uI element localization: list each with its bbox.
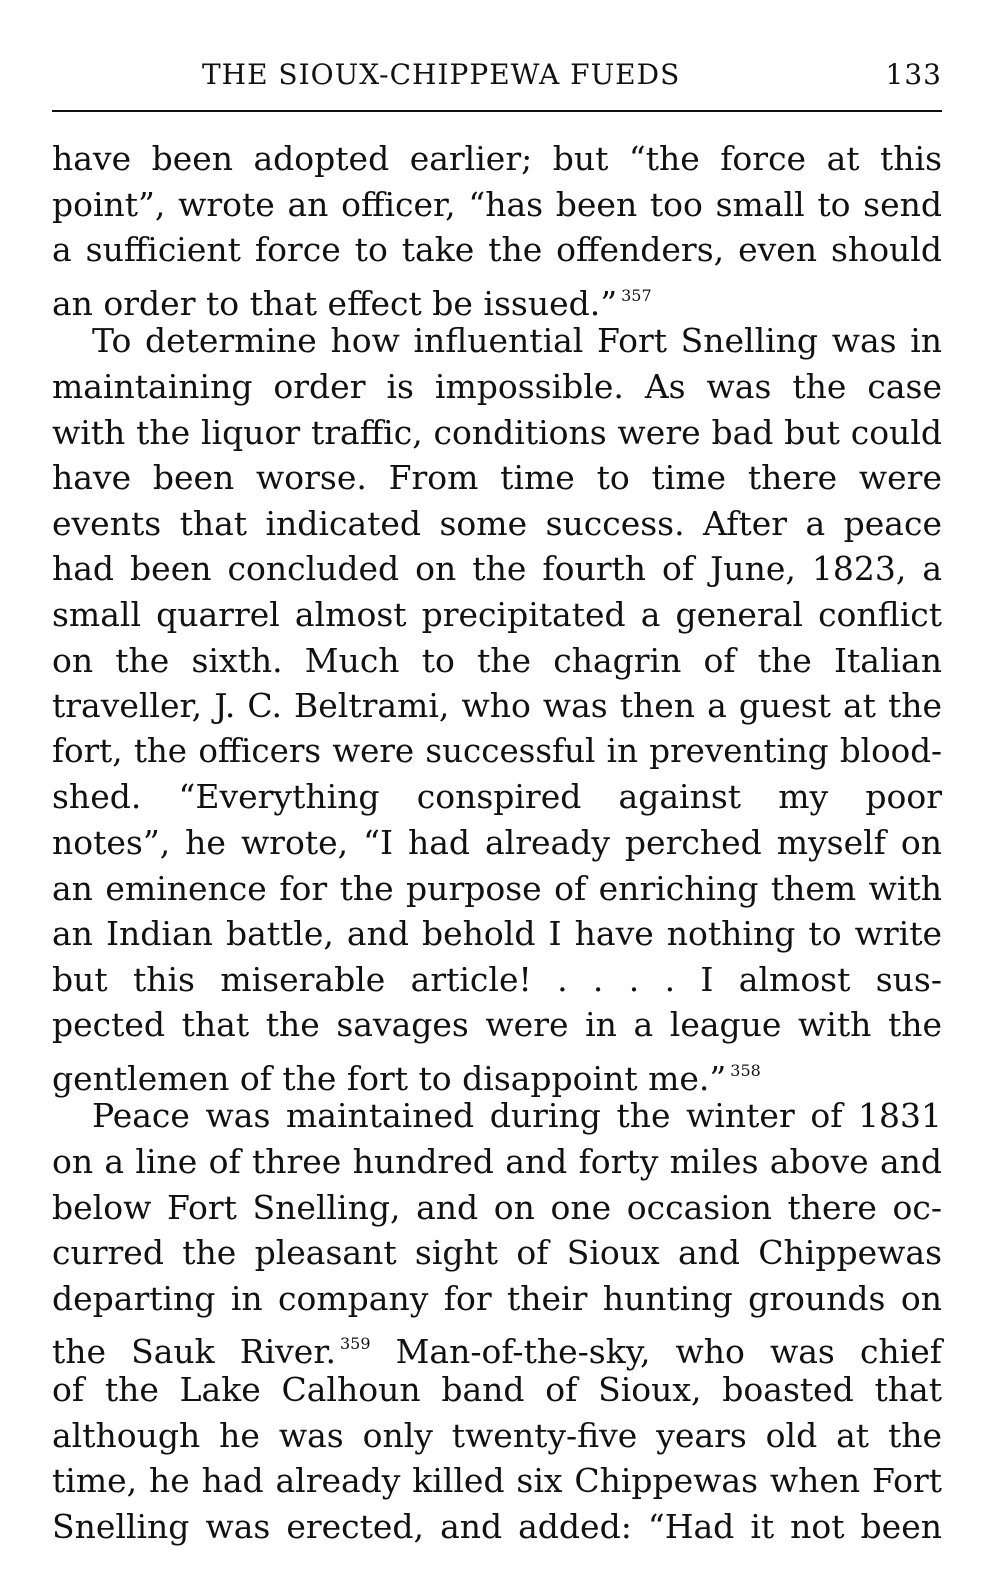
text-line: small quarrel almost precipitated a general conflict (52, 594, 942, 634)
text-line-content: Man-of-the-sky, who was chief (395, 1332, 942, 1372)
text-line: shed. “Everything conspired against my poor (52, 777, 942, 817)
text-line: on a line of three hundred and forty miles above and (52, 1142, 942, 1182)
text-line: Peace was maintained during the winter of 1831 (92, 1096, 942, 1136)
running-header (52, 58, 942, 102)
text-line: an eminence for the purpose of enriching them with (52, 868, 942, 908)
text-line: fort, the officers were successful in preventing blood- (52, 731, 942, 770)
text-line (52, 273, 942, 323)
text-line: To determine how influential Fort Snelling was in (92, 321, 942, 361)
text-line-content: the Sauk River. (52, 1332, 336, 1372)
footnote-ref: 357 (621, 285, 652, 305)
page-number: 133 (885, 58, 942, 91)
text-line: an Indian battle, and behold I have nothing to write (52, 914, 942, 954)
header-rule (52, 110, 942, 112)
text-line: with the liquor traffic, conditions were bad but could (52, 412, 942, 452)
text-line (52, 1048, 942, 1098)
text-line: point”, wrote an officer, “has been too small to send (52, 184, 942, 224)
text-line: a sufficient force to take the offenders, even should (52, 230, 942, 270)
footnote-ref: 358 (730, 1060, 761, 1080)
text-line: curred the pleasant sight of Sioux and Chippewas (52, 1233, 942, 1273)
text-line: below Fort Snelling, and on one occasion there oc- (52, 1187, 942, 1227)
text-line: notes”, he wrote, “I had already perched myself on (52, 822, 942, 862)
text-line: pected that the savages were in a league with the (52, 1005, 942, 1045)
text-line: but this miserable article! . . . . I almost sus- (52, 959, 942, 999)
text-line: events that indicated some success. After a peace (52, 503, 942, 543)
body-text (52, 136, 942, 1549)
text-line-content: an order to that effect be issued.” (52, 283, 618, 323)
text-line: Snelling was erected, and added: “Had it not been (52, 1506, 942, 1546)
text-line-content: gentlemen of the fort to disappoint me.” (52, 1058, 727, 1098)
text-line (52, 1321, 942, 1372)
text-line: have been worse. From time to time there were (52, 458, 942, 498)
text-line: on the sixth. Much to the chagrin of the Italian (52, 640, 942, 680)
text-line: of the Lake Calhoun band of Sioux, boasted that (52, 1370, 942, 1410)
text-line: traveller, J. C. Beltrami, who was then a guest at the (52, 686, 942, 726)
running-title: THE SIOUX-CHIPPEWA FUEDS (202, 58, 681, 91)
text-line: time, he had already killed six Chippewas when Fort (52, 1461, 942, 1501)
text-line: maintaining order is impossible. As was the case (52, 366, 942, 406)
text-line: have been adopted earlier; but “the force at this (52, 139, 942, 178)
text-line: departing in company for their hunting grounds on (52, 1278, 942, 1318)
text-line: although he was only twenty-five years old at the (52, 1415, 942, 1455)
text-line: had been concluded on the fourth of June, 1823, a (52, 549, 942, 589)
footnote-ref: 359 (339, 1334, 371, 1354)
